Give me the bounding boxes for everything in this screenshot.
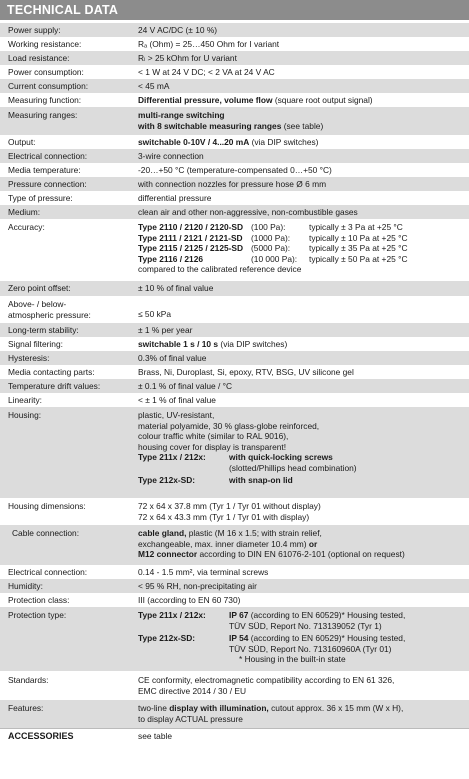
row-value: with connection nozzles for pressure hose Ø 6 mm	[138, 179, 327, 189]
row-label: Type of pressure:	[8, 193, 73, 203]
accuracy-note: compared to the calibrated reference device	[138, 264, 302, 274]
row-housing	[0, 407, 469, 498]
row-power-consumption	[0, 65, 469, 79]
row-value: 0.14 - 1.5 mm², via terminal screws	[138, 567, 269, 577]
row-value: < 95 % RH, non-precipitating air	[138, 581, 257, 591]
row-label: Humidity:	[8, 581, 43, 591]
row-power-supply	[0, 23, 469, 37]
row-label: Housing:	[8, 410, 42, 420]
row-medium	[0, 205, 469, 219]
row-accessories	[0, 728, 469, 743]
accuracy-line: Type 2110 / 2120 / 2120-SD (100 Pa): typically ± 3 Pa at +25 °C	[138, 222, 403, 232]
row-measuring-ranges	[0, 107, 469, 135]
row-cable-connection	[0, 525, 469, 565]
row-electrical-connection	[0, 149, 469, 163]
section-header	[0, 0, 469, 20]
row-atmospheric-pressure	[0, 296, 469, 323]
row-standards	[0, 671, 469, 700]
row-value: plastic, UV-resistant, material polyamide, 30 % glass-globe reinforced, colour traffic white (similar to RAL 9016), housing cover for display is transparent! Type 211x / 212x: with quick-locking screws (slotted/Phillips head combination) Type 212x-SD: with snap-on lid	[138, 410, 357, 485]
row-value: ± 0.1 % of final value / °C	[138, 381, 233, 391]
technical-data-table	[0, 23, 469, 743]
row-value: clean air and other non-aggressive, non-combustible gases	[138, 207, 358, 217]
row-housing-dimensions	[0, 498, 469, 525]
row-measuring-function	[0, 93, 469, 107]
row-value	[128, 222, 469, 281]
value-emphasis: with 8 switchable measuring ranges	[138, 120, 282, 131]
value-emphasis: switchable 0-10V / 4...20 mA	[138, 137, 250, 147]
row-electrical-connection-2	[0, 565, 469, 579]
row-value: CE conformity, electromagnetic compatibility according to EN 61 326, EMC directive 2014 / 30 / EU	[138, 675, 395, 696]
row-label-line: atmospheric pressure:	[8, 309, 91, 320]
row-value: < 45 mA	[138, 81, 170, 91]
value-emphasis: Differential pressure, volume flow	[138, 95, 273, 105]
row-label: Features:	[8, 703, 44, 713]
row-label: Electrical connection:	[8, 151, 88, 161]
row-zero-point-offset	[0, 281, 469, 296]
row-label: Protection type:	[8, 610, 67, 620]
accuracy-line: Type 2116 / 2126 (10 000 Pa): typically ± 50 Pa at +25 °C	[138, 253, 408, 264]
row-protection-type	[0, 607, 469, 671]
row-label: Media contacting parts:	[8, 367, 95, 377]
row-working-resistance	[0, 37, 469, 51]
row-value: ≤ 50 kPa	[138, 309, 171, 319]
row-label: Standards:	[8, 675, 49, 685]
row-label: Media temperature:	[8, 165, 81, 175]
row-label: Measuring function:	[8, 95, 82, 105]
row-hysteresis	[0, 351, 469, 365]
row-protection-class	[0, 593, 469, 607]
row-humidity	[0, 579, 469, 593]
row-value: Brass, Ni, Duroplast, Si, epoxy, RTV, BSG, UV silicone gel	[138, 367, 354, 377]
row-label: Load resistance:	[8, 53, 70, 63]
row-features	[0, 700, 469, 728]
row-label: Accuracy:	[8, 222, 45, 232]
row-label: Medium:	[8, 207, 41, 217]
row-value: Type 211x / 212x: IP 67 (according to EN 60529)* Housing tested, TÜV SÜD, Report No. 713139052 (Tyr 1) Type 212x-SD: IP 54 (according to EN 60529)* Housing tested, TÜV SÜD, Report No. 713160960A (Tyr 01) * Housing in the built-in state	[138, 610, 406, 664]
row-label: Hysteresis:	[8, 353, 50, 363]
row-current-consumption	[0, 79, 469, 93]
row-value: < 1 W at 24 V DC; < 2 VA at 24 V AC	[138, 67, 275, 77]
row-type-of-pressure	[0, 191, 469, 205]
accuracy-line: Type 2115 / 2125 / 2125-SD (5000 Pa): typically ± 35 Pa at +25 °C	[138, 243, 408, 253]
row-value: two-line display with illumination, cutout approx. 36 x 15 mm (W x H), to display ACTUAL pressure	[138, 703, 404, 724]
row-value: 72 x 64 x 37.8 mm (Tyr 1 / Tyr 01 without display) 72 x 64 x 43.3 mm (Tyr 1 / Tyr 01 with display)	[138, 501, 321, 522]
row-value: III (according to EN 60 730)	[138, 595, 241, 605]
row-label: Current consumption:	[8, 81, 89, 91]
row-label: Temperature drift values:	[8, 381, 101, 391]
row-load-resistance	[0, 51, 469, 65]
row-value: ± 10 % of final value	[138, 283, 214, 293]
accuracy-line: Type 2111 / 2121 / 2121-SD (1000 Pa): typically ± 10 Pa at +25 °C	[138, 232, 408, 243]
row-value	[128, 337, 469, 351]
row-temperature-drift	[0, 379, 469, 393]
row-media-contacting-parts	[0, 365, 469, 379]
value-text: (via DIP switches)	[220, 339, 288, 349]
row-long-term-stability	[0, 323, 469, 337]
row-label: Cable connection:	[12, 528, 80, 538]
row-value: cable gland, plastic (M 16 x 1.5; with strain relief, exchangeable, max. inner diameter 10.4 mm) or M12 connector according to DIN EN 61076-2-101 (optional on request)	[138, 528, 405, 559]
row-label: Power supply:	[8, 25, 61, 35]
row-value: ± 1 % per year	[138, 325, 193, 335]
value-text: (via DIP switches)	[251, 137, 319, 147]
row-value	[128, 93, 469, 107]
row-label: Housing dimensions:	[8, 501, 86, 511]
row-value: 24 V AC/DC (± 10 %)	[138, 25, 218, 35]
value-text: (square root output signal)	[274, 95, 373, 105]
row-value: -20…+50 °C (temperature-compensated 0…+50 °C)	[138, 165, 332, 175]
accessories-label: ACCESSORIES	[8, 731, 74, 741]
row-label: Long-term stability:	[8, 325, 79, 335]
row-label-line: Above- / below-	[8, 299, 67, 309]
row-accuracy	[0, 219, 469, 281]
row-value: Rₐ (Ohm) = 25…450 Ohm for I variant	[138, 39, 280, 49]
row-value: < ± 1 % of final value	[138, 395, 216, 405]
row-value	[128, 110, 469, 135]
row-pressure-connection	[0, 177, 469, 191]
row-media-temperature	[0, 163, 469, 177]
row-label: Zero point offset:	[8, 283, 71, 293]
row-label: Measuring ranges:	[8, 110, 78, 120]
row-label: Signal filtering:	[8, 339, 63, 349]
row-linearity	[0, 393, 469, 407]
row-label: Pressure connection:	[8, 179, 87, 189]
row-label: Working resistance:	[8, 39, 82, 49]
row-label	[0, 299, 128, 323]
row-label: Output:	[8, 137, 36, 147]
value-emphasis: multi-range switching	[138, 110, 225, 120]
row-value: 0.3% of final value	[138, 353, 207, 363]
row-label: Electrical connection:	[8, 567, 88, 577]
row-value	[128, 135, 469, 149]
row-label: Linearity:	[8, 395, 42, 405]
value-emphasis: switchable 1 s / 10 s	[138, 339, 219, 349]
row-value: Rₗ > 25 kOhm for U variant	[138, 53, 237, 63]
value-text: (see table)	[283, 120, 324, 131]
accessories-value: see table	[138, 731, 172, 741]
row-signal-filtering	[0, 337, 469, 351]
row-label: Protection class:	[8, 595, 70, 605]
row-value: differential pressure	[138, 193, 212, 203]
row-value: 3-wire connection	[138, 151, 204, 161]
section-title: TECHNICAL DATA	[7, 3, 119, 17]
row-label: Power consumption:	[8, 67, 84, 77]
row-output	[0, 135, 469, 149]
